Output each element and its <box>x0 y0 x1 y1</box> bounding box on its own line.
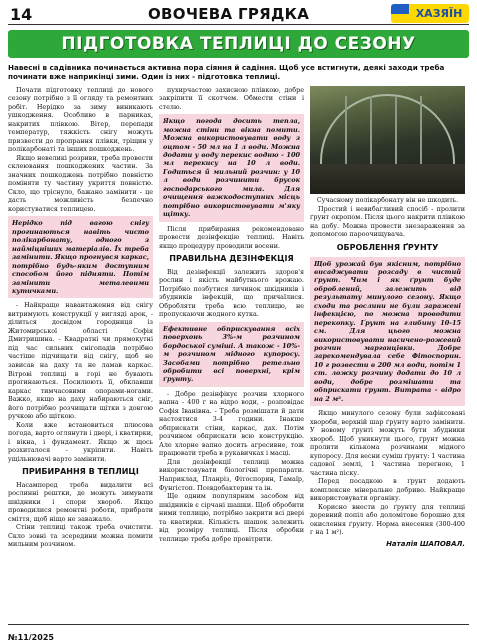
section-title: ОВОЧЕВА ГРЯДКА <box>148 5 310 23</box>
page-number: 14 <box>10 5 33 24</box>
issue-number: №11/2025 <box>8 633 54 640</box>
paragraph: Перед посадкою в ґрунт додають комплексне мінеральне добриво. Найкраще використовувати органіку. <box>310 477 465 503</box>
column-2 <box>159 86 304 549</box>
brand-name: ХАЗЯЇН <box>409 4 469 23</box>
paragraph: - Найкраще навантаження від снігу витримують конструкції у вигляді арок, - ділиться досвідом городниця із Житомирської області Софія Дмитришина. - Квадратні чи прямокутні під час сильних снігопадів потрібно частіше підчищати від снігу, щоб не зависав на даху та не ламав каркас. Вітрові теплиці в горі не бувають прогинаються. Посилюють її, обклавши каркас тимчасовими опорами-ногами. Важко, якщо на даху набираються сніг, його потрібно розчищати щітки з довгою ручкою або щіткою. <box>8 301 153 421</box>
page-header <box>8 3 469 25</box>
greenhouse-photo <box>310 86 465 194</box>
paragraph: Ще одним популярним засобом від шкідників є сірчані шашки. Щоб обробити ними теплицю, потрібно закрити всі двері та кватирки. Кількість шашок залежить від розміру теплиці. Після обробки теплицю треба добре провітрити. <box>159 492 304 543</box>
article-title-banner <box>8 30 469 58</box>
author-signature: Наталія ШАПОВАЛ. <box>386 539 465 548</box>
paragraph: пухирчастою захисною плівкою, добре закріпити її скотчем. Обмести стіни і стелю. <box>159 85 304 111</box>
highlight-box: Щоб урожай був якісним, потрібно висаджувати розсаду в чистий ґрунт. Чим і як ґрунт буде оброблений, залежить від результату минулого сезону. Якщо сходи та рослини не були заражені інфекцією, по можна проводити перекопку. Ґрунт на глибину 10-15 см. Для цього можна використовувати насичено-рожевий розчин марганцівки. Добре зарекомендувала себе Фітоспорин. 10 г розвести в 200 мл води, потім 1 ст. ложку розчину додати до 10 л води, добре розмішати та обприскати ґрунт. Витрата - відро на 2 м². <box>310 257 465 406</box>
paragraph: Почати підготовку теплиці до нового сезону потрібно з її огляду та ремонтних робіт. Нерідко за зиму виникають ушкодження. Особливо в парниках, накритих плівкою. Вітер, перепади температур, тяжкість снігу можуть призвести до пропрання плівки, тріщин у полікарбонаті та інших пошкоджень. <box>8 85 153 154</box>
paragraph: Коли вже встановиться плюсова погода, варто оглянути і двері, і кватирки, і вікна, і фундамент. Якщо ж щось розхиталося - укріпити. Навіть ущільнювачі варто замінити. <box>8 420 153 463</box>
photo-caption: Сучасному полікарбонату він не шкодить. <box>316 196 459 204</box>
flag-icon <box>391 4 409 23</box>
subheading-soil: ОБРОБЛЕННЯ ҐРУНТУ <box>336 242 439 252</box>
column-3 <box>310 86 465 549</box>
subheading-disinfection: ПРАВИЛЬНА ДЕЗІНФЕКЦІЯ <box>169 254 294 264</box>
highlight-box: Ефективне обприскування всіх поверхонь 3%-м розчином бордоської суміші. А також - 10%-м розчином мідного купоросу. Засобами потрібно ретельно обробити всі поверхні, крім ґрунту. <box>159 322 304 387</box>
highlight-box: Якщо погода досить тепла, можна стіни та вікна помити. Можна використовувати воду з оцтом - 50 мл на 1 л води. Можна додати у воду перекис водню - 100 мл перекису на 10 л води. Годиться й мильний розчин: у 10 л води розчинити брусок господарського мила. Для очищення важкодоступних місць потрібно використовувати м'яку щітку. <box>159 114 304 221</box>
article-body <box>8 86 469 549</box>
highlight-box: Нерідко під вагою снігу прогинаються навіть чисто полікарбонату, одного з найміцніших матеріалів. Їх треба замінити. Якщо прогнувся каркас, потрібно будь-яким доступним способом його підняти. Потім замінити металевими кутичками. <box>8 216 153 298</box>
article-lead: Навесні в садівника починається активна пора сіяння й садіння. Щоб усе встигнути, деякі заходи треба починати вже наприкінці зими. Один із них - підготовка теплиці. <box>8 63 445 82</box>
article-title: ПІДГОТОВКА ТЕПЛИЦІ ДО СЕЗОНУ <box>61 34 416 54</box>
brand-logo <box>391 4 469 23</box>
paragraph: Від дезінфекції залежить здоров'я рослин і якість майбутнього врожаю. Потрібно позбутися личинок шкідників і збудників інфекцій, що причаїлися. Обробляти треба всю теплицю, не пропускаючи жодного кутка. <box>159 267 304 319</box>
column-1 <box>8 86 153 549</box>
paragraph: Насамперед треба видалити всі рослинні рештки, де можуть зимувати шкідники і спори хвороб. Якщо проводилися ремонтні роботи, прибрати сміття, щоб ніщо не заважало. <box>8 480 153 523</box>
paragraph: Якщо минулого сезону були зафіксовані хвороби, верхній шар ґрунту варто замінити. У новому ґрунті можуть бути збудники хвороб. Щоб уникнути цього, ґрунт можна пролити кількома розчинами мідного купоросу. Для весни суміш ґрунту: 1 частина садової землі, 1 частина перегною, 1 частина піску. <box>310 409 465 477</box>
paragraph: Для дезінфекції теплиці можна використовувати біологічні препарати. Наприклад, Планріз, Фітоспорин, Гамаїр, Фунгістоп. Псевдобактерин та ін. <box>159 457 304 492</box>
paragraph: Корисно внести до ґрунту для теплиці деревний попіл або доломітове борошно для окислення ґрунту. Норма внесення (300-400 г на 1 м²). <box>310 502 465 537</box>
paragraph: Стіни теплиці також треба очистити. Скло зовні та зсередини можна помити мильним розчином. <box>8 523 153 549</box>
paragraph: Після прибирання рекомендовано провести дезінфекцію теплиці. Навіть якщо процедуру проводили восени. <box>159 224 304 250</box>
paragraph: Простий і невибагливий спосіб - пролити ґрунт окропом. Після цього накрити плівкою на добу. Можна провести знезараження за допомогою пароочищувача. <box>310 204 465 239</box>
page-footer <box>8 624 469 640</box>
subheading-cleaning: ПРИБИРАННЯ В ТЕПЛИЦІ <box>22 467 139 477</box>
paragraph: Якщо невеликі розриви, треба провести склеювання пошкоджених частин. За значних пошкоджень потрібно повністю поміняти ту частину укриття повністю. Скло, що тріснуло, бажано замінити - це дасть можливість безпечно користуватися теплицею. <box>8 153 153 213</box>
paragraph: - Добре дезінфікує розчин хлорного вапна - 400 г на відро води, - розповідає Софія Іванівна. - Треба розмішати й дати настоятися 3-4 години. Інакше обприскати стіни, каркас, дах. Потім розчином обприскати всю конструкцію. Але хлорне вапно досить агресивне, тож працювати треба в рукавичках і масці. <box>159 389 304 458</box>
